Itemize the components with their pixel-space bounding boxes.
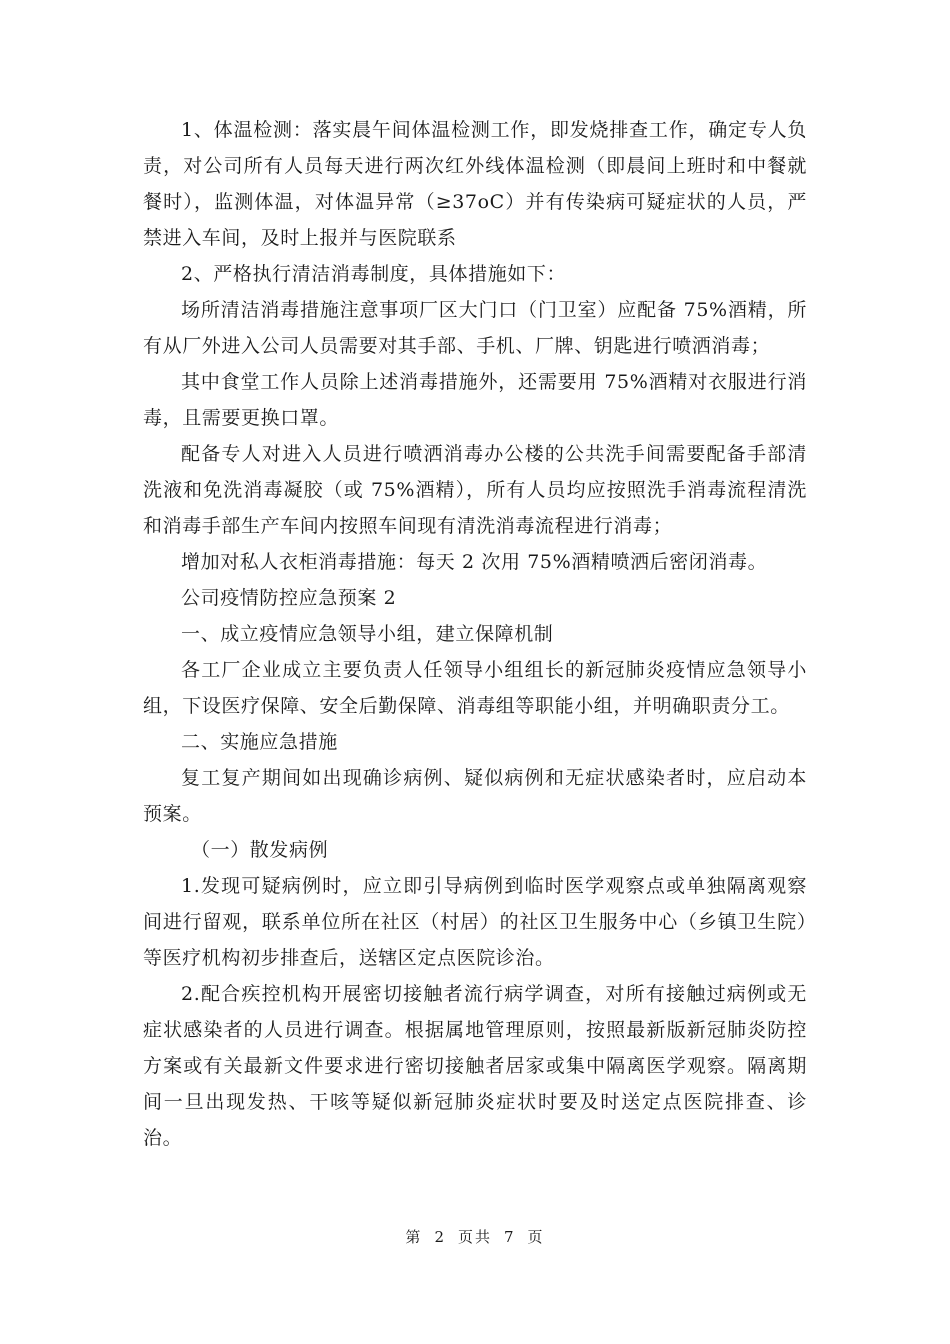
paragraph-temperature-check: 1、体温检测：落实晨午间体温检测工作，即发烧排查工作，确定专人负责，对公司所有人员每天进行两次红外线体温检测（即晨间上班时和中餐就餐时），监测体温，对体温异常（≥37oC）并有传染病可疑症状的人员，严禁进入车间，及时上报并与医院联系 xyxy=(143,119,807,249)
document-body xyxy=(143,112,807,1156)
paragraph-cleaning-policy: 2、严格执行清洁消毒制度，具体措施如下： xyxy=(181,263,567,285)
paragraph-canteen-staff: 其中食堂工作人员除上述消毒措施外，还需要用 75%酒精对衣服进行消毒，且需要更换口罩。 xyxy=(143,371,807,429)
footer-current-page: 2 xyxy=(434,1228,446,1246)
paragraph-suspected-case: 1.发现可疑病例时，应立即引导病例到临时医学观察点或单独隔离观察间进行留观，联系单位所在社区（村居）的社区卫生服务中心（乡镇卫生院）等医疗机构初步排查后，送辖区定点医院诊治。 xyxy=(143,875,807,969)
page-footer xyxy=(0,1226,950,1247)
subsection-heading-sporadic-cases: （一）散发病例 xyxy=(191,839,329,861)
paragraph-contact-tracing: 2.配合疾控机构开展密切接触者流行病学调查，对所有接触过病例或无症状感染者的人员进行调查。根据属地管理原则，按照最新版新冠肺炎防控方案或有关最新文件要求进行密切接触者居家或集中隔离医学观察。隔离期间一旦出现发热、干咳等疑似新冠肺炎症状时要及时送定点医院排查、诊治。 xyxy=(143,983,807,1149)
paragraph-locker-disinfection: 增加对私人衣柜消毒措施：每天 2 次用 75%酒精喷洒后密闭消毒。 xyxy=(181,551,768,573)
paragraph-plan-activation: 复工复产期间如出现确诊病例、疑似病例和无症状感染者时，应启动本预案。 xyxy=(143,767,807,825)
section-heading-leadership-group: 一、成立疫情应急领导小组，建立保障机制 xyxy=(181,623,554,645)
section-heading-plan-2: 公司疫情防控应急预案 2 xyxy=(181,587,397,609)
paragraph-gate-disinfection: 场所清洁消毒措施注意事项厂区大门口（门卫室）应配备 75%酒精，所有从厂外进入公司人员需要对其手部、手机、厂牌、钥匙进行喷洒消毒； xyxy=(143,299,807,357)
paragraph-washroom-disinfection: 配备专人对进入人员进行喷洒消毒办公楼的公共洗手间需要配备手部清洗液和免洗消毒凝胶（或 75%酒精），所有人员均应按照洗手消毒流程清洗和消毒手部生产车间内按照车间现有清洗消毒流程进行消毒； xyxy=(143,443,807,537)
footer-suffix: 页 xyxy=(527,1228,545,1246)
section-heading-emergency-measures: 二、实施应急措施 xyxy=(181,731,338,753)
footer-middle: 页共 xyxy=(457,1228,492,1246)
footer-prefix: 第 xyxy=(405,1228,423,1246)
paragraph-leadership-group: 各工厂企业成立主要负责人任领导小组组长的新冠肺炎疫情应急领导小组，下设医疗保障、安全后勤保障、消毒组等职能小组，并明确职责分工。 xyxy=(143,659,807,717)
footer-total-pages: 7 xyxy=(504,1228,516,1246)
